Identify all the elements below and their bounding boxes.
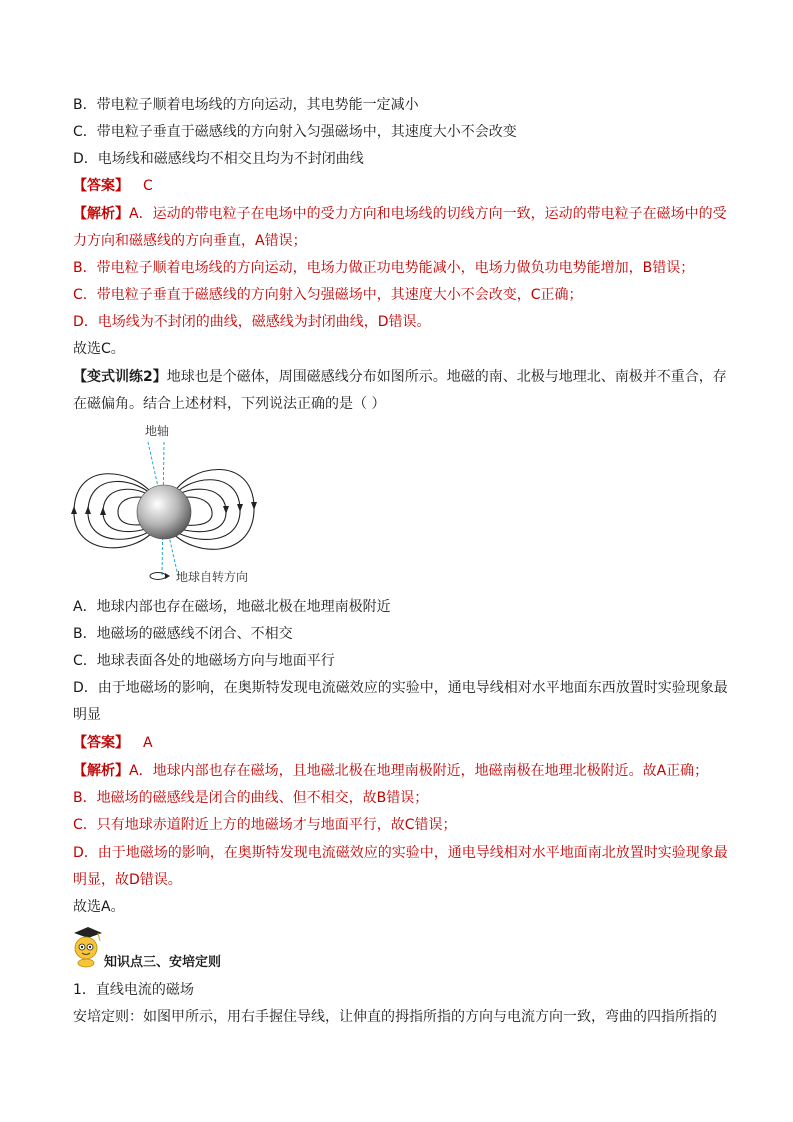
earth-magnetic-field-figure <box>66 418 276 590</box>
rotation-arrow-icon <box>165 573 170 579</box>
axis-label: 地轴 <box>145 424 170 438</box>
q2-analysis-a <box>73 761 708 781</box>
analysis-text: A．地球内部也存在磁场，且地磁北极在地理南极附近，地磁南极在地理北极附近。故A正确； <box>129 763 709 779</box>
q2-option-b: B．地磁场的磁感线不闭合、不相交 <box>73 626 293 642</box>
section-title: 知识点三、安培定则 <box>104 955 222 970</box>
q2-analysis-d-cont: 明显，故D错误。 <box>73 872 182 888</box>
answer-label: 【答案】 <box>73 735 129 751</box>
answer-value: C <box>143 178 153 194</box>
q2-option-a: A．地球内部也存在磁场，地磁北极在地理南极附近 <box>73 599 391 615</box>
q2-option-c: C．地球表面各处的地磁场方向与地面平行 <box>73 653 335 669</box>
q2-option-d: D．由于地磁场的影响，在奥斯特发现电流磁效应的实验中，通电导线相对水平地面东西放置时实验现象最 <box>73 680 728 696</box>
q1-option-c: C．带电粒子垂直于磁感线的方向射入匀强磁场中，其速度大小不会改变 <box>73 124 517 140</box>
rotation-label: 地球自转方向 <box>176 570 249 584</box>
q1-option-d: D．电场线和磁感线均不相交且均为不封闭曲线 <box>73 151 364 167</box>
analysis-label: 【解析】 <box>73 763 129 779</box>
analysis-label: 【解析】 <box>73 206 129 222</box>
q1-analysis-c: C．带电粒子垂直于磁感线的方向射入匀强磁场中，其速度大小不会改变，C正确； <box>73 287 583 303</box>
q2-stem-text: 地球也是个磁体，周围磁感线分布如图所示。地磁的南、北极与地理北、南极并不重合，存 <box>166 369 727 385</box>
answer-label: 【答案】 <box>73 178 129 194</box>
q2-conclusion: 故选A。 <box>73 899 125 915</box>
q2-label: 【变式训练2】 <box>73 369 167 385</box>
q2-answer <box>73 733 153 753</box>
q2-analysis-c: C．只有地球赤道附近上方的地磁场才与地面平行，故C错误； <box>73 817 457 833</box>
section-subtitle: 1．直线电流的磁场 <box>73 982 194 998</box>
q2-stem-cont: 在磁偏角。结合上述材料，下列说法正确的是（ ） <box>73 396 386 412</box>
q1-analysis-a <box>73 204 727 224</box>
q1-analysis-b: B．带电粒子顺着电场线的方向运动，电场力做正功电势能减小，电场力做负功电势能增加，B错误； <box>73 260 695 276</box>
q2-analysis-d: D．由于地磁场的影响，在奥斯特发现电流磁效应的实验中，通电导线相对水平地面南北放置时实验现象最 <box>73 845 728 861</box>
answer-value: A <box>143 735 153 751</box>
q1-conclusion: 故选C。 <box>73 341 125 357</box>
q1-analysis-a-cont: 力方向和磁感线的方向垂直，A错误； <box>73 233 307 249</box>
q2-option-d-cont: 明显 <box>73 707 101 723</box>
analysis-text: A．运动的带电粒子在电场中的受力方向和电场线的切线方向一致，运动的带电粒子在磁场中的受 <box>129 206 727 222</box>
q2-stem <box>73 367 727 387</box>
rotation-icon <box>150 573 166 580</box>
q1-analysis-d: D．电场线为不封闭的曲线，磁感线为封闭曲线，D错误。 <box>73 314 431 330</box>
q1-option-b: B．带电粒子顺着电场线的方向运动，其电势能一定减小 <box>73 97 419 113</box>
q2-analysis-b: B．地磁场的磁感线是闭合的曲线、但不相交，故B错误； <box>73 790 429 806</box>
earth-globe <box>137 485 191 539</box>
q1-answer <box>73 176 153 196</box>
scholar-mascot-icon <box>70 924 104 968</box>
section-text: 安培定则：如图甲所示，用右手握住导线，让伸直的拇指所指的方向与电流方向一致，弯曲的四指所指的 <box>73 1009 717 1025</box>
